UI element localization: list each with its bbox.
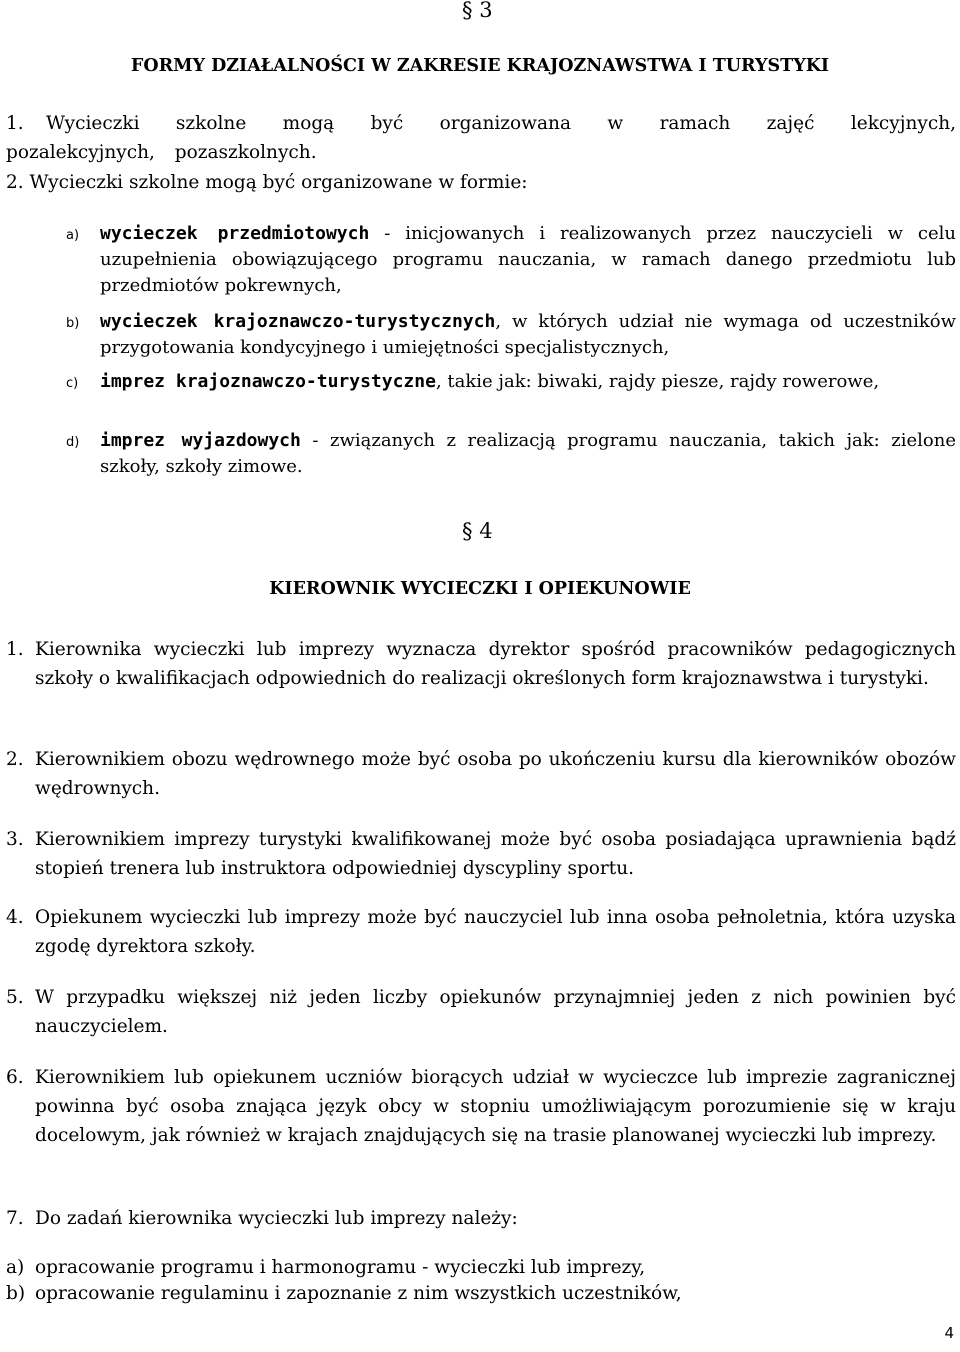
s3-item-2: [6, 168, 956, 197]
duty-text: opracowanie programu i harmonogramu - wycieczki lub imprezy,: [35, 1257, 646, 1278]
section-number: 4: [479, 519, 493, 543]
item-number: 4.: [6, 907, 24, 928]
form-title: wycieczek krajoznawczo-turystycznych: [100, 311, 496, 332]
form-label-c: c): [66, 376, 79, 391]
item-text: W przypadku większej niż jeden liczby opiekunów przynajmniej jeden z nich powinien być nauczycielem.: [35, 987, 956, 1037]
page-number: 4: [944, 1324, 954, 1342]
section-symbol: §: [462, 0, 473, 22]
item-text: Wycieczki szkolne mogą być organizowana w ramach zajęć lekcyjnych, pozalekcyjnych, pozaszkolnych.: [6, 113, 956, 163]
form-title: wycieczek przedmiotowych: [100, 223, 370, 244]
form-description: , takie jak: biwaki, rajdy piesze, rajdy rowerowe,: [435, 371, 880, 392]
item-text: Kierownikiem imprezy turystyki kwalifikowanej może być osoba posiadająca uprawnienia bądź stopień trenera lub instruktora odpowiedniej dyscypliny sportu.: [35, 829, 956, 879]
form-item-c: [100, 369, 956, 395]
item-number: 2.: [6, 172, 24, 193]
form-label-b: b): [66, 316, 80, 331]
form-title: imprez krajoznawczo-turystyczne: [100, 371, 436, 392]
section-3-heading: FORMY DZIAŁALNOŚCI W ZAKRESIE KRAJOZNAWSTWA I TURYSTYKI: [130, 56, 830, 76]
item-number: 7.: [6, 1208, 24, 1229]
item-number: 6.: [6, 1067, 24, 1088]
form-description: - inicjowanych i realizowanych przez nauczycieli w celu uzupełnienia obowiązującego programu nauczania, w ramach danego przedmiotu lub przedmiotów pokrewnych,: [100, 223, 956, 296]
item-number: 3.: [6, 829, 24, 850]
form-description: , w których udział nie wymaga od uczestników przygotowania kondycyjnego i umiejętności specjalistycznych,: [100, 311, 956, 358]
item-text: Wycieczki szkolne mogą być organizowane w formie:: [29, 172, 528, 193]
form-label-a: a): [66, 228, 80, 243]
item-text: Kierownika wycieczki lub imprezy wyznacza dyrektor spośród pracowników pedagogicznych szkoły o kwalifikacjach odpowiednich do realizacji określonych form krajoznawstwa i turystyki.: [35, 639, 956, 689]
item-number: 1.: [6, 639, 24, 660]
item-number: 2.: [6, 749, 24, 770]
form-item-d: [100, 428, 956, 480]
item-number: 5.: [6, 987, 24, 1008]
section-symbol: §: [462, 519, 473, 543]
form-title: imprez wyjazdowych: [100, 430, 301, 451]
item-number: 1.: [6, 113, 24, 134]
section-3-marker: [462, 0, 493, 25]
s3-item-1: [6, 109, 956, 167]
form-label-d: d): [66, 435, 80, 450]
item-text: Do zadań kierownika wycieczki lub imprezy należy:: [35, 1208, 518, 1229]
item-text: Opiekunem wycieczki lub imprezy może być nauczyciel lub inna osoba pełnoletnia, która uzyska zgodę dyrektora szkoły.: [35, 907, 956, 957]
section-4-marker: [462, 517, 493, 546]
item-text: Kierownikiem obozu wędrownego może być osoba po ukończeniu kursu dla kierowników obozów wędrownych.: [35, 749, 956, 799]
duty-text: opracowanie regulaminu i zapoznanie z nim wszystkich uczestników,: [35, 1283, 682, 1304]
form-description: - związanych z realizacją programu nauczania, takich jak: zielone szkoły, szkoły zimowe.: [100, 430, 956, 477]
form-item-b: [100, 309, 956, 361]
section-4-heading: KIEROWNIK WYCIECZKI I OPIEKUNOWIE: [269, 579, 691, 599]
form-item-a: [100, 221, 956, 299]
item-text: Kierownikiem lub opiekunem uczniów biorących udział w wycieczce lub imprezie zagranicznej powinna być osoba znająca język obcy w stopniu umożliwiającym porozumienie się w kraju docelowym, jak również w krajach znajdujących się na trasie planowanej wycieczki lub imprezy.: [35, 1067, 956, 1146]
section-number: 3: [479, 0, 493, 22]
duty-label: b): [6, 1283, 26, 1304]
duty-label: a): [6, 1257, 25, 1278]
